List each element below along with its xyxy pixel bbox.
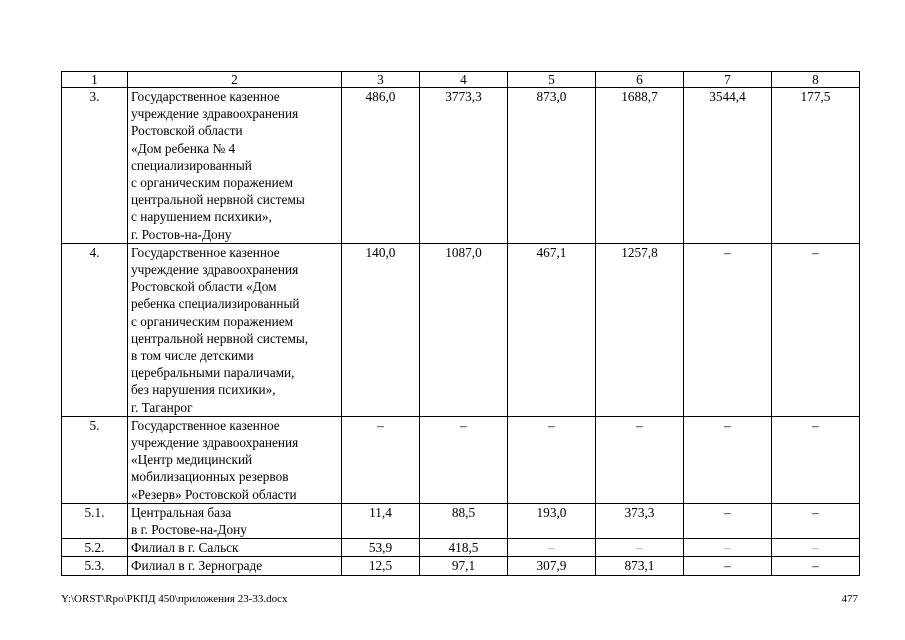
- value-cell: 177,5: [772, 88, 860, 244]
- institution-name: Центральная база в г. Ростове-на-Дону: [128, 503, 342, 538]
- value-cell: 418,5: [420, 539, 508, 557]
- table-row: [62, 88, 860, 244]
- row-number: 5.1.: [62, 503, 128, 538]
- value-cell: –: [342, 416, 420, 503]
- value-cell: –: [420, 416, 508, 503]
- value-cell: 1688,7: [596, 88, 684, 244]
- value-cell: –: [684, 416, 772, 503]
- file-path-footer: Y:\ORST\Rpo\РКПД 450\приложения 23-33.docx: [61, 593, 288, 605]
- value-cell: –: [772, 503, 860, 538]
- row-number: 5.2.: [62, 539, 128, 557]
- data-table: [61, 71, 860, 576]
- row-number: 5.3.: [62, 557, 128, 575]
- row-number: 4.: [62, 243, 128, 416]
- value-cell: 3544,4: [684, 88, 772, 244]
- value-cell: –: [508, 416, 596, 503]
- table-row: [62, 503, 860, 538]
- value-cell: –: [596, 539, 684, 557]
- value-cell: –: [596, 416, 684, 503]
- header-cell: 8: [772, 72, 860, 88]
- value-cell: 467,1: [508, 243, 596, 416]
- header-cell: 6: [596, 72, 684, 88]
- value-cell: 873,1: [596, 557, 684, 575]
- page-number: 477: [841, 593, 858, 605]
- header-cell: 5: [508, 72, 596, 88]
- header-cell: 4: [420, 72, 508, 88]
- value-cell: 373,3: [596, 503, 684, 538]
- value-cell: 1257,8: [596, 243, 684, 416]
- value-cell: 1087,0: [420, 243, 508, 416]
- header-cell: 2: [128, 72, 342, 88]
- row-number: 3.: [62, 88, 128, 244]
- table-row: [62, 243, 860, 416]
- value-cell: 53,9: [342, 539, 420, 557]
- value-cell: –: [772, 539, 860, 557]
- table-header-row: [62, 72, 860, 88]
- table-row: [62, 557, 860, 575]
- value-cell: 873,0: [508, 88, 596, 244]
- value-cell: –: [684, 243, 772, 416]
- value-cell: 486,0: [342, 88, 420, 244]
- value-cell: 97,1: [420, 557, 508, 575]
- institution-name: Государственное казенное учреждение здравоохранения Ростовской области «Дом ребенка специализированный с органическим поражением центральной нервной системы, в том числе детскими церебральными параличами, без нарушения психики», г. Таганрог: [128, 243, 342, 416]
- value-cell: –: [684, 557, 772, 575]
- header-cell: 3: [342, 72, 420, 88]
- value-cell: 88,5: [420, 503, 508, 538]
- value-cell: –: [508, 539, 596, 557]
- value-cell: –: [772, 243, 860, 416]
- institution-name: Государственное казенное учреждение здравоохранения «Центр медицинский мобилизационных резервов «Резерв» Ростовской области: [128, 416, 342, 503]
- value-cell: 11,4: [342, 503, 420, 538]
- header-cell: 7: [684, 72, 772, 88]
- value-cell: –: [684, 503, 772, 538]
- institution-name: Филиал в г. Зернограде: [128, 557, 342, 575]
- row-number: 5.: [62, 416, 128, 503]
- header-cell: 1: [62, 72, 128, 88]
- value-cell: –: [772, 557, 860, 575]
- value-cell: –: [684, 539, 772, 557]
- value-cell: 3773,3: [420, 88, 508, 244]
- value-cell: 307,9: [508, 557, 596, 575]
- institution-name: Государственное казенное учреждение здравоохранения Ростовской области «Дом ребенка № 4 специализированный с органическим поражением центральной нервной системы с нарушением психики», г. Ростов-на-Дону: [128, 88, 342, 244]
- institution-name: Филиал в г. Сальск: [128, 539, 342, 557]
- table-row: [62, 416, 860, 503]
- value-cell: 12,5: [342, 557, 420, 575]
- value-cell: –: [772, 416, 860, 503]
- value-cell: 140,0: [342, 243, 420, 416]
- value-cell: 193,0: [508, 503, 596, 538]
- table-row: [62, 539, 860, 557]
